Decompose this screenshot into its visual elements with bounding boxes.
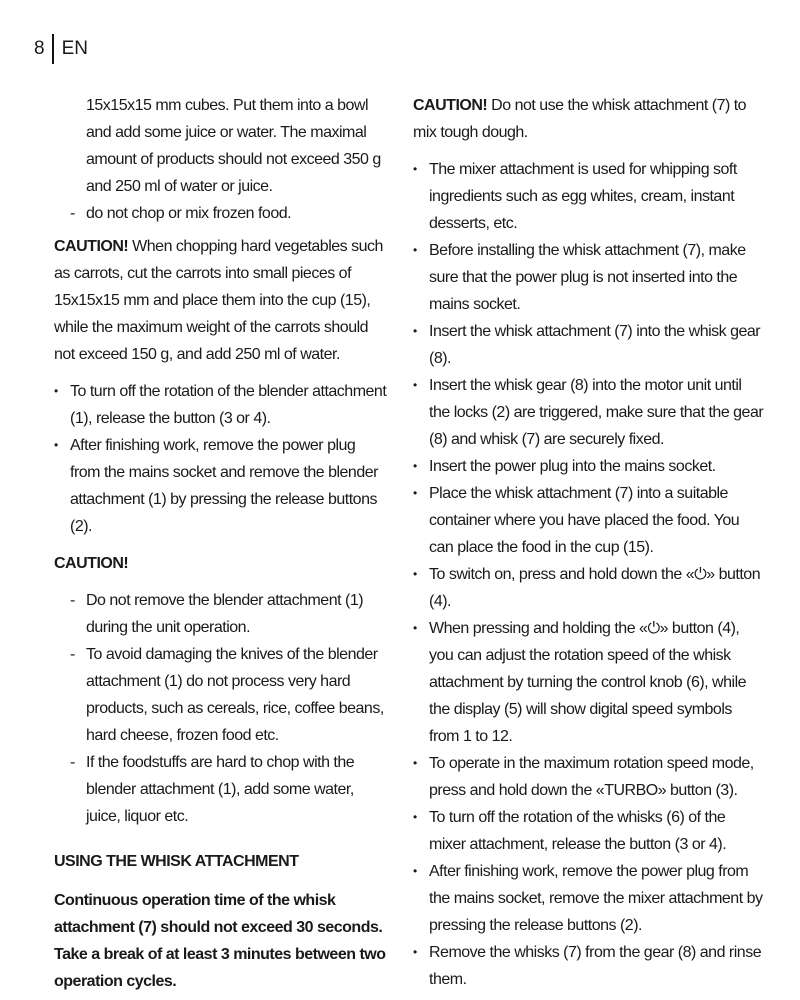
dash-item: - do not chop or mix frozen food.: [54, 200, 389, 227]
list-item: • Insert the whisk attachment (7) into the whisk gear (8).: [413, 318, 765, 372]
list-item: • Insert the power plug into the mains socket.: [413, 453, 765, 480]
continuation-text: 15x15x15 mm cubes. Put them into a bowl and add some juice or water. The maximal amount of products should not exceed 350 g and 250 ml of water or juice.: [86, 97, 381, 195]
header-divider: [52, 34, 54, 64]
list-item: • When pressing and holding the «⏻» button (4), you can adjust the rotation speed of the whisk attachment by turning the control knob (6), while the display (5) will show digital speed symbols from 1 to 12.: [413, 615, 765, 750]
caution-paragraph-dough: [413, 92, 765, 146]
list-item: • To switch on, press and hold down the «⏻» button (4).: [413, 561, 765, 615]
list-item: • The mixer attachment is used for whipping soft ingredients such as egg whites, cream, instant desserts, etc.: [413, 156, 765, 237]
list-item: • Insert the whisk gear (8) into the motor unit until the locks (2) are triggered, make sure that the gear (8) and whisk (7) are securely fixed.: [413, 372, 765, 453]
list-item: • To turn off the rotation of the blender attachment (1), release the button (3 or 4).: [54, 378, 389, 432]
caution-paragraph-chopping: [54, 233, 389, 368]
page-header: [34, 34, 88, 64]
caution-dash-list: [54, 587, 389, 830]
language-code: EN: [61, 38, 88, 59]
list-item: • After finishing work, remove the power plug from the mains socket, remove the mixer attachment by pressing the release buttons (2).: [413, 858, 765, 939]
section-title: USING THE WHISK ATTACHMENT: [54, 853, 299, 870]
caution-label: CAUTION!: [54, 238, 129, 255]
list-item: • After finishing work, remove the power plug from the mains socket and remove the blender attachment (1) by pressing the release buttons (2).: [54, 432, 389, 540]
list-item: • Before installing the whisk attachment (7), make sure that the power plug is not inserted into the mains socket.: [413, 237, 765, 318]
caution-text: Do not use the whisk attachment (7) to mix tough dough.: [413, 97, 747, 141]
page-number: 8: [34, 38, 45, 59]
left-column: [54, 92, 389, 995]
list-item: • Place the whisk attachment (7) into a suitable container where you have placed the food. You can place the food in the cup (15).: [413, 480, 765, 561]
list-item: • To operate in the maximum rotation speed mode, press and hold down the «TURBO» button (3).: [413, 750, 765, 804]
right-column: [413, 92, 765, 993]
caution-label: CAUTION!: [413, 97, 488, 114]
continuation-dash-list: [54, 200, 389, 227]
bullet-list-right: [413, 156, 765, 993]
dash-item: - To avoid damaging the knives of the blender attachment (1) do not process very hard products, such as cereals, rice, coffee beans, hard cheese, frozen food etc.: [54, 641, 389, 749]
caution-text: When chopping hard vegetables such as carrots, cut the carrots into small pieces of 15x15x15 mm and place them into the cup (15), while the maximum weight of the carrots should not exceed 150 g, and add 250 ml of water.: [54, 238, 383, 363]
caution-heading: CAUTION!: [54, 555, 129, 572]
list-item: • To turn off the rotation of the whisks (6) of the mixer attachment, release the button (3 or 4).: [413, 804, 765, 858]
operation-time-notice: Continuous operation time of the whisk attachment (7) should not exceed 30 seconds. Take a break of at least 3 minutes between two operation cycles.: [54, 892, 386, 990]
bullet-list-left: [54, 378, 389, 540]
dash-item: - Do not remove the blender attachment (1) during the unit operation.: [54, 587, 389, 641]
list-item: • Remove the whisks (7) from the gear (8) and rinse them.: [413, 939, 765, 993]
dash-item: - If the foodstuffs are hard to chop with the blender attachment (1), add some water, juice, liquor etc.: [54, 749, 389, 830]
